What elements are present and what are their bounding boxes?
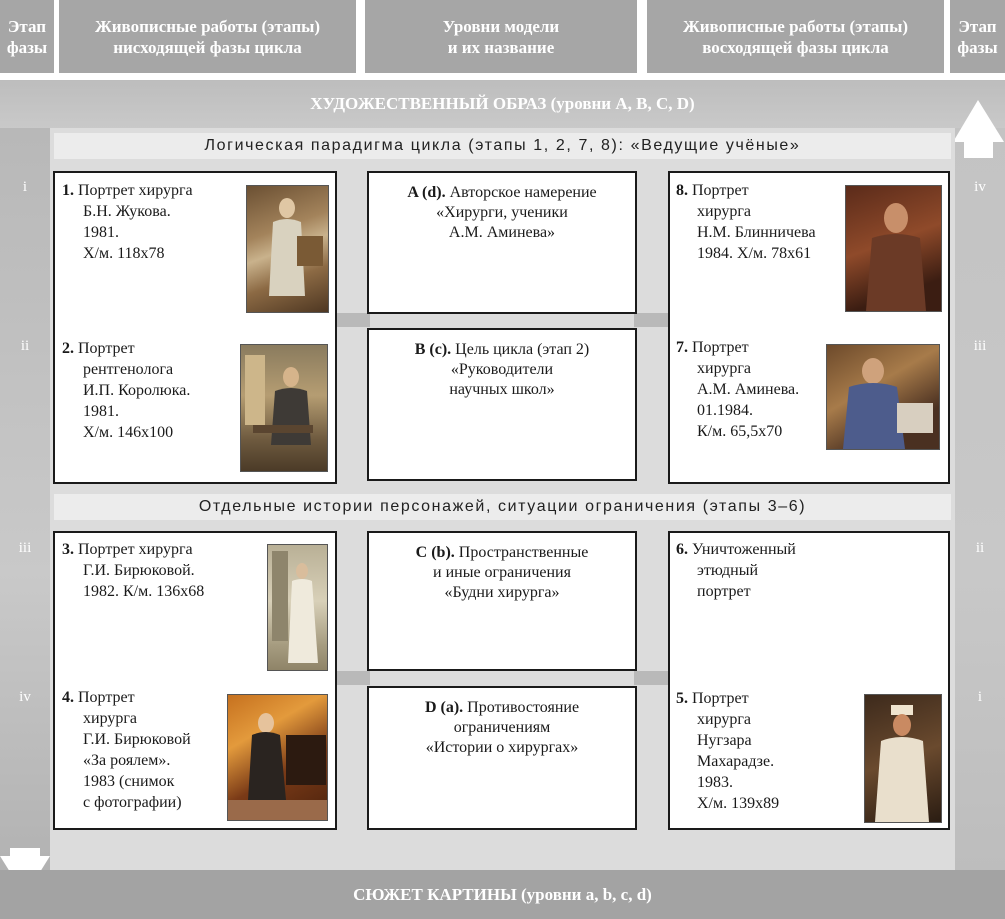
level-a-text: «Хирурги, ученики (436, 204, 568, 221)
work-7-title (676, 337, 799, 358)
work-2-text: рентгенолога (83, 361, 174, 378)
work-2-text: Х/м. 146х100 (83, 424, 174, 441)
work-4-text: 1983 (снимок (83, 773, 175, 790)
level-c-key: C (b). (415, 544, 455, 561)
work-6-text: портрет (697, 583, 751, 600)
artistic-image-band (0, 80, 1005, 128)
work-6 (676, 539, 796, 602)
work-number: 3. (62, 541, 74, 558)
level-b-text: научных школ» (449, 381, 555, 398)
work-1-title (62, 180, 193, 201)
portrait-biryukova-piano-image (227, 694, 328, 821)
logical-paradigm-strip (54, 133, 951, 159)
header-text: Этап (958, 16, 997, 36)
level-a-key: A (d). (407, 184, 446, 201)
header-text: фазы (6, 37, 48, 57)
header-text: нисходящей фазы цикла (113, 37, 302, 57)
phase-right-4: i (977, 689, 983, 705)
work-number: 8. (676, 182, 688, 199)
portrait-korolyuk-image (240, 344, 328, 472)
work-7-text: хирурга (697, 360, 752, 377)
work-number: 6. (676, 541, 688, 558)
work-5-text: Нугзара (697, 732, 752, 749)
work-5-text: Портрет (692, 690, 749, 707)
work-3-text: Г.И. Бирюковой. (83, 562, 195, 579)
header-text: восходящей фазы цикла (702, 37, 889, 57)
plot-band (0, 870, 1005, 919)
level-d-key: D (a). (424, 699, 464, 716)
work-2-text: 1981. (83, 403, 119, 420)
work-2-text: Портрет (78, 340, 135, 357)
level-c-line (369, 543, 635, 563)
work-7 (676, 337, 799, 442)
header-text: Живописные работы (этапы) (682, 16, 909, 36)
level-c-box (367, 531, 637, 671)
work-3-title (62, 539, 204, 560)
work-5-text: 1983. (697, 774, 733, 791)
work-5-title (676, 688, 779, 709)
header-text: и их название (447, 37, 555, 57)
header-text: Уровни модели (442, 16, 560, 36)
work-2-title (62, 338, 190, 359)
work-2-text: И.П. Королюка. (83, 382, 191, 399)
plot-label: СЮЖЕТ КАРТИНЫ (уровни a, b, c, d) (353, 884, 652, 904)
work-3-text: 1982. К/м. 136х68 (83, 583, 205, 600)
level-b-box (367, 328, 637, 481)
phase-left-4: iv (19, 689, 31, 705)
work-3 (62, 539, 204, 602)
ascending-phase-column (955, 128, 1005, 870)
logical-paradigm-label: Логическая парадигма цикла (этапы 1, 2, 7, 8): «Ведущие учёные» (204, 137, 801, 154)
header-text: фазы (957, 37, 998, 57)
work-6-text: Уничтоженный (692, 541, 796, 558)
work-5-text: Х/м. 139х89 (697, 795, 780, 812)
work-number: 7. (676, 339, 688, 356)
level-b-line (369, 340, 635, 360)
work-3-text: Портрет хирурга (78, 541, 193, 558)
artistic-image-label: ХУДОЖЕСТВЕННЫЙ ОБРАЗ (уровни А, В, С, D) (310, 94, 695, 113)
connector (336, 313, 370, 327)
portrait-blinnichev-image (845, 185, 942, 312)
work-1 (62, 180, 193, 264)
connector (634, 313, 670, 327)
level-a-box (367, 171, 637, 314)
level-a-text: А.М. Аминева» (448, 224, 556, 241)
phase-right-2: iii (973, 338, 987, 354)
level-d-text: Противостояние (467, 699, 580, 716)
phase-left-2: ii (20, 338, 30, 354)
work-7-text: К/м. 65,5х70 (697, 423, 783, 440)
work-number: 1. (62, 182, 74, 199)
work-8-text: Портрет (692, 182, 749, 199)
level-c-text: Пространственные (458, 544, 589, 561)
work-number: 4. (62, 689, 74, 706)
work-8-text: Н.М. Блинничева (697, 224, 816, 241)
phase-right-3: ii (975, 540, 985, 556)
level-b-text: Цель цикла (этап 2) (455, 341, 590, 358)
work-8-text: 1984. Х/м. 78х61 (697, 245, 812, 262)
work-6-title (676, 539, 796, 560)
header-descending-works (59, 0, 356, 73)
work-8-title (676, 180, 816, 201)
level-c-text: и иные ограничения (433, 564, 571, 581)
level-b-key: B (c). (414, 341, 452, 358)
phase-left-1: i (22, 179, 28, 195)
work-1-text: Б.Н. Жукова. (83, 203, 171, 220)
work-4-text: Портрет (78, 689, 135, 706)
work-6-text: этюдный (697, 562, 759, 579)
work-7-text: Портрет (692, 339, 749, 356)
work-5-text: хирурга (697, 711, 752, 728)
header-text: Живописные работы (этапы) (94, 16, 321, 36)
stories-strip (54, 494, 951, 520)
work-4-title (62, 687, 191, 708)
connector (336, 671, 370, 685)
phase-left-3: iii (18, 540, 32, 556)
up-arrow-icon (952, 98, 1005, 158)
header-model-levels (365, 0, 637, 73)
connector (634, 671, 670, 685)
work-4 (62, 687, 191, 813)
level-a-line (369, 183, 635, 203)
level-d-text: «Истории о хирургах» (425, 739, 579, 756)
work-number: 2. (62, 340, 74, 357)
header-text: Этап (7, 16, 47, 36)
work-4-text: с фотографии) (83, 794, 182, 811)
work-1-text: Портрет хирурга (78, 182, 193, 199)
level-b-text: «Руководители (450, 361, 554, 378)
work-8-text: хирурга (697, 203, 752, 220)
header-phase-left (0, 0, 54, 73)
work-4-text: «За роялем». (83, 752, 171, 769)
portrait-aminev-image (826, 344, 940, 450)
work-2 (62, 338, 190, 443)
work-7-text: А.М. Аминева. (697, 381, 800, 398)
descending-phase-column (0, 128, 50, 870)
work-8 (676, 180, 816, 264)
level-a-text: Авторское намерение (449, 184, 597, 201)
portrait-zhukov-image (246, 185, 329, 313)
level-d-line (369, 698, 635, 718)
header-ascending-works (647, 0, 944, 73)
level-d-box (367, 686, 637, 830)
header-phase-right (950, 0, 1005, 73)
level-c-text: «Будни хирурга» (444, 584, 560, 601)
work-5-text: Махарадзе. (697, 753, 775, 770)
stories-label: Отдельные истории персонажей, ситуации ограничения (этапы 3–6) (198, 498, 807, 515)
work-7-text: 01.1984. (697, 402, 753, 419)
work-number: 5. (676, 690, 688, 707)
work-4-text: хирурга (83, 710, 138, 727)
portrait-biryukova-image (267, 544, 328, 671)
work-5 (676, 688, 779, 814)
phase-right-1: iv (974, 179, 986, 195)
work-1-text: 1981. (83, 224, 119, 241)
work-4-text: Г.И. Бирюковой (83, 731, 191, 748)
portrait-makharadze-image (864, 694, 942, 823)
work-1-text: Х/м. 118х78 (83, 245, 165, 262)
level-d-text: ограничениям (453, 719, 551, 736)
